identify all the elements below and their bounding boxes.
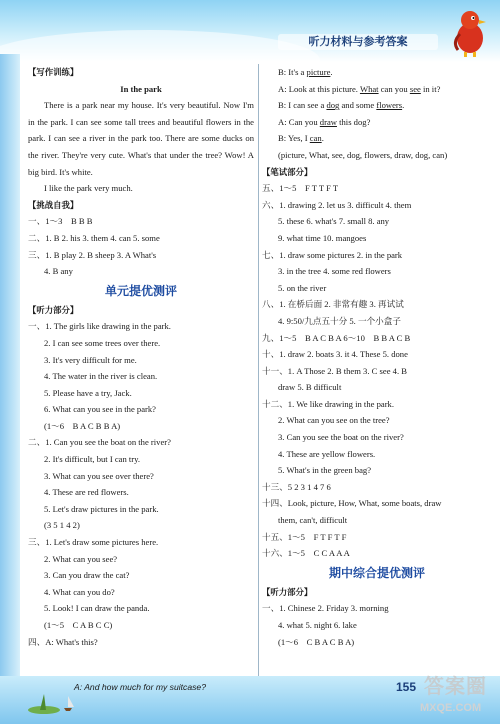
unit-test-title: 单元提优测评 (104, 283, 177, 298)
answer-key: (1～6 C B A C B A) (278, 636, 355, 647)
right-column (262, 64, 492, 650)
transcript-line: 四、A: What's this? (28, 636, 98, 647)
answer-line: 十四、Look, picture, How, What, some boats, draw (262, 498, 442, 509)
answer-line: 5. on the river (278, 282, 327, 293)
answer-key: (1～5 C A B C C) (44, 620, 113, 630)
watermark-text: 答案圈 (424, 676, 487, 698)
answer-line: 十、1. draw 2. boats 3. it 4. These 5. done (262, 349, 408, 360)
transcript-line: 二、1. Can you see the boat on the river? (28, 437, 171, 448)
answer-key: (1～6 B A C B B A) (44, 420, 121, 431)
transcript-line: 5. Let's draw pictures in the park. (44, 503, 159, 514)
header-wave (0, 30, 320, 62)
answer-line: 五、1～5 F T T F T (262, 183, 339, 194)
answer-line: 六、1. drawing 2. let us 3. difficult 4. them (262, 199, 412, 210)
answer-line: 八、1. 在桥后面 2. 非常有趣 3. 再试试 (262, 299, 404, 310)
transcript-line: 3. What can you see over there? (44, 470, 154, 481)
transcript-line: 6. What can you see in the park? (44, 404, 156, 415)
watermark-url: MXQE.COM (420, 702, 482, 714)
answer-line: 十五、1～5 F T F T F (262, 531, 347, 542)
answer-line: 3. Can you see the boat on the river? (278, 432, 404, 443)
dialogue-line: B: I can see a dog and some flowers. (278, 100, 405, 111)
dialogue-line: A: Look at this picture. What can you see in it? (278, 83, 441, 94)
answer-line: 3. in the tree 4. some red flowers (278, 266, 391, 277)
dialogue-line: A: Can you draw this dog? (278, 116, 371, 127)
section-label-written: 【笔试部分】 (262, 166, 313, 177)
answer-key: (picture, What, see, dog, flowers, draw, dog, can) (278, 149, 448, 160)
section-label-listening-midterm: 【听力部分】 (262, 586, 313, 597)
answer-line: 2. What can you see on the tree? (278, 415, 390, 426)
footer-text: A: And how much for my suitcase? (74, 682, 206, 692)
answer-line: 三、1. B play 2. B sheep 3. A What's (28, 249, 157, 260)
transcript-line: 4. These are red flowers. (44, 487, 129, 498)
answer-line: 一、1～3 B B B (28, 216, 93, 227)
answer-line: 4. B any (44, 266, 73, 277)
answer-line: draw 5. B difficult (278, 382, 342, 393)
transcript-line: 5. Look! I can draw the panda. (44, 603, 150, 614)
transcript-line: 2. I can see some trees over there. (44, 337, 161, 348)
dialogue-line: B: Yes, I can. (278, 133, 324, 144)
essay-title: In the park (120, 83, 162, 94)
answer-line: 十六、1～5 C C A A A (262, 548, 350, 559)
answer-line: 十三、5 2 3 1 4 7 6 (262, 481, 331, 492)
side-stripe (0, 54, 20, 696)
transcript-line: 4. The water in the river is clean. (44, 371, 158, 382)
transcript-line: 3. Can you draw the cat? (44, 570, 130, 581)
header-title: 听力材料与参考答案 (278, 34, 438, 50)
answer-line: 4. 9:50/九点五十分 5. 一个小盒子 (278, 315, 401, 326)
transcript-line: 2. What can you see? (44, 553, 118, 564)
answer-line: them, can't, difficult (278, 515, 348, 526)
column-divider (258, 64, 259, 679)
page-number: 155 (396, 680, 417, 694)
answer-line: 二、1. B 2. his 3. them 4. can 5. some (28, 232, 160, 243)
answer-line: 4. These are yellow flowers. (278, 448, 376, 459)
dialogue-line: B: It's a picture. (278, 67, 333, 77)
transcript-line: 3. It's very difficult for me. (44, 354, 137, 365)
transcript-line: 三、1. Let's draw some pictures here. (28, 537, 159, 548)
midterm-test-title: 期中综合提优测评 (328, 565, 425, 580)
answer-line: 5. What's in the green bag? (278, 465, 372, 476)
answer-line: 4. what 5. night 6. lake (278, 620, 357, 630)
answer-key: (3 5 1 4 2) (44, 520, 80, 531)
island-boat-icon (26, 692, 86, 714)
mascot-bird-icon (446, 6, 494, 58)
answer-line: 9. what time 10. mangoes (278, 232, 367, 243)
answer-line: 九、1～5 B A C B A 6～10 B B A C B (262, 332, 411, 343)
essay-closing: I like the park very much. (44, 183, 133, 194)
answer-line: 十二、1. We like drawing in the park. (262, 398, 395, 409)
section-label-listening: 【听力部分】 (28, 304, 79, 315)
transcript-line: 2. It's difficult, but I can try. (44, 454, 141, 465)
page-header (0, 0, 500, 62)
answer-line: 十一、1. A Those 2. B them 3. C see 4. B (262, 365, 407, 376)
section-label-challenge: 【挑战自我】 (28, 199, 79, 210)
watermark-logo (418, 670, 494, 722)
transcript-line: 一、1. The girls like drawing in the park. (28, 321, 171, 332)
answer-line: 七、1. draw some pictures 2. in the park (262, 249, 403, 260)
transcript-line: 5. Please have a try, Jack. (44, 387, 132, 398)
transcript-line: 4. What can you do? (44, 586, 115, 597)
answer-line: 5. these 6. what's 7. small 8. any (278, 216, 390, 227)
section-label-writing: 【写作训练】 (28, 67, 79, 77)
answer-line: 一、1. Chinese 2. Friday 3. morning (262, 603, 389, 614)
left-column (28, 64, 254, 650)
essay-paragraph: There is a park near my house. It's very beautiful. Now I'm in the park. I can see some tall trees and beautiful flowers in the park. I can see a river in the park too. There are some ducks on the river. They're very cute. What's that under the tree? Wow! A big bird. It's white. (28, 100, 254, 177)
